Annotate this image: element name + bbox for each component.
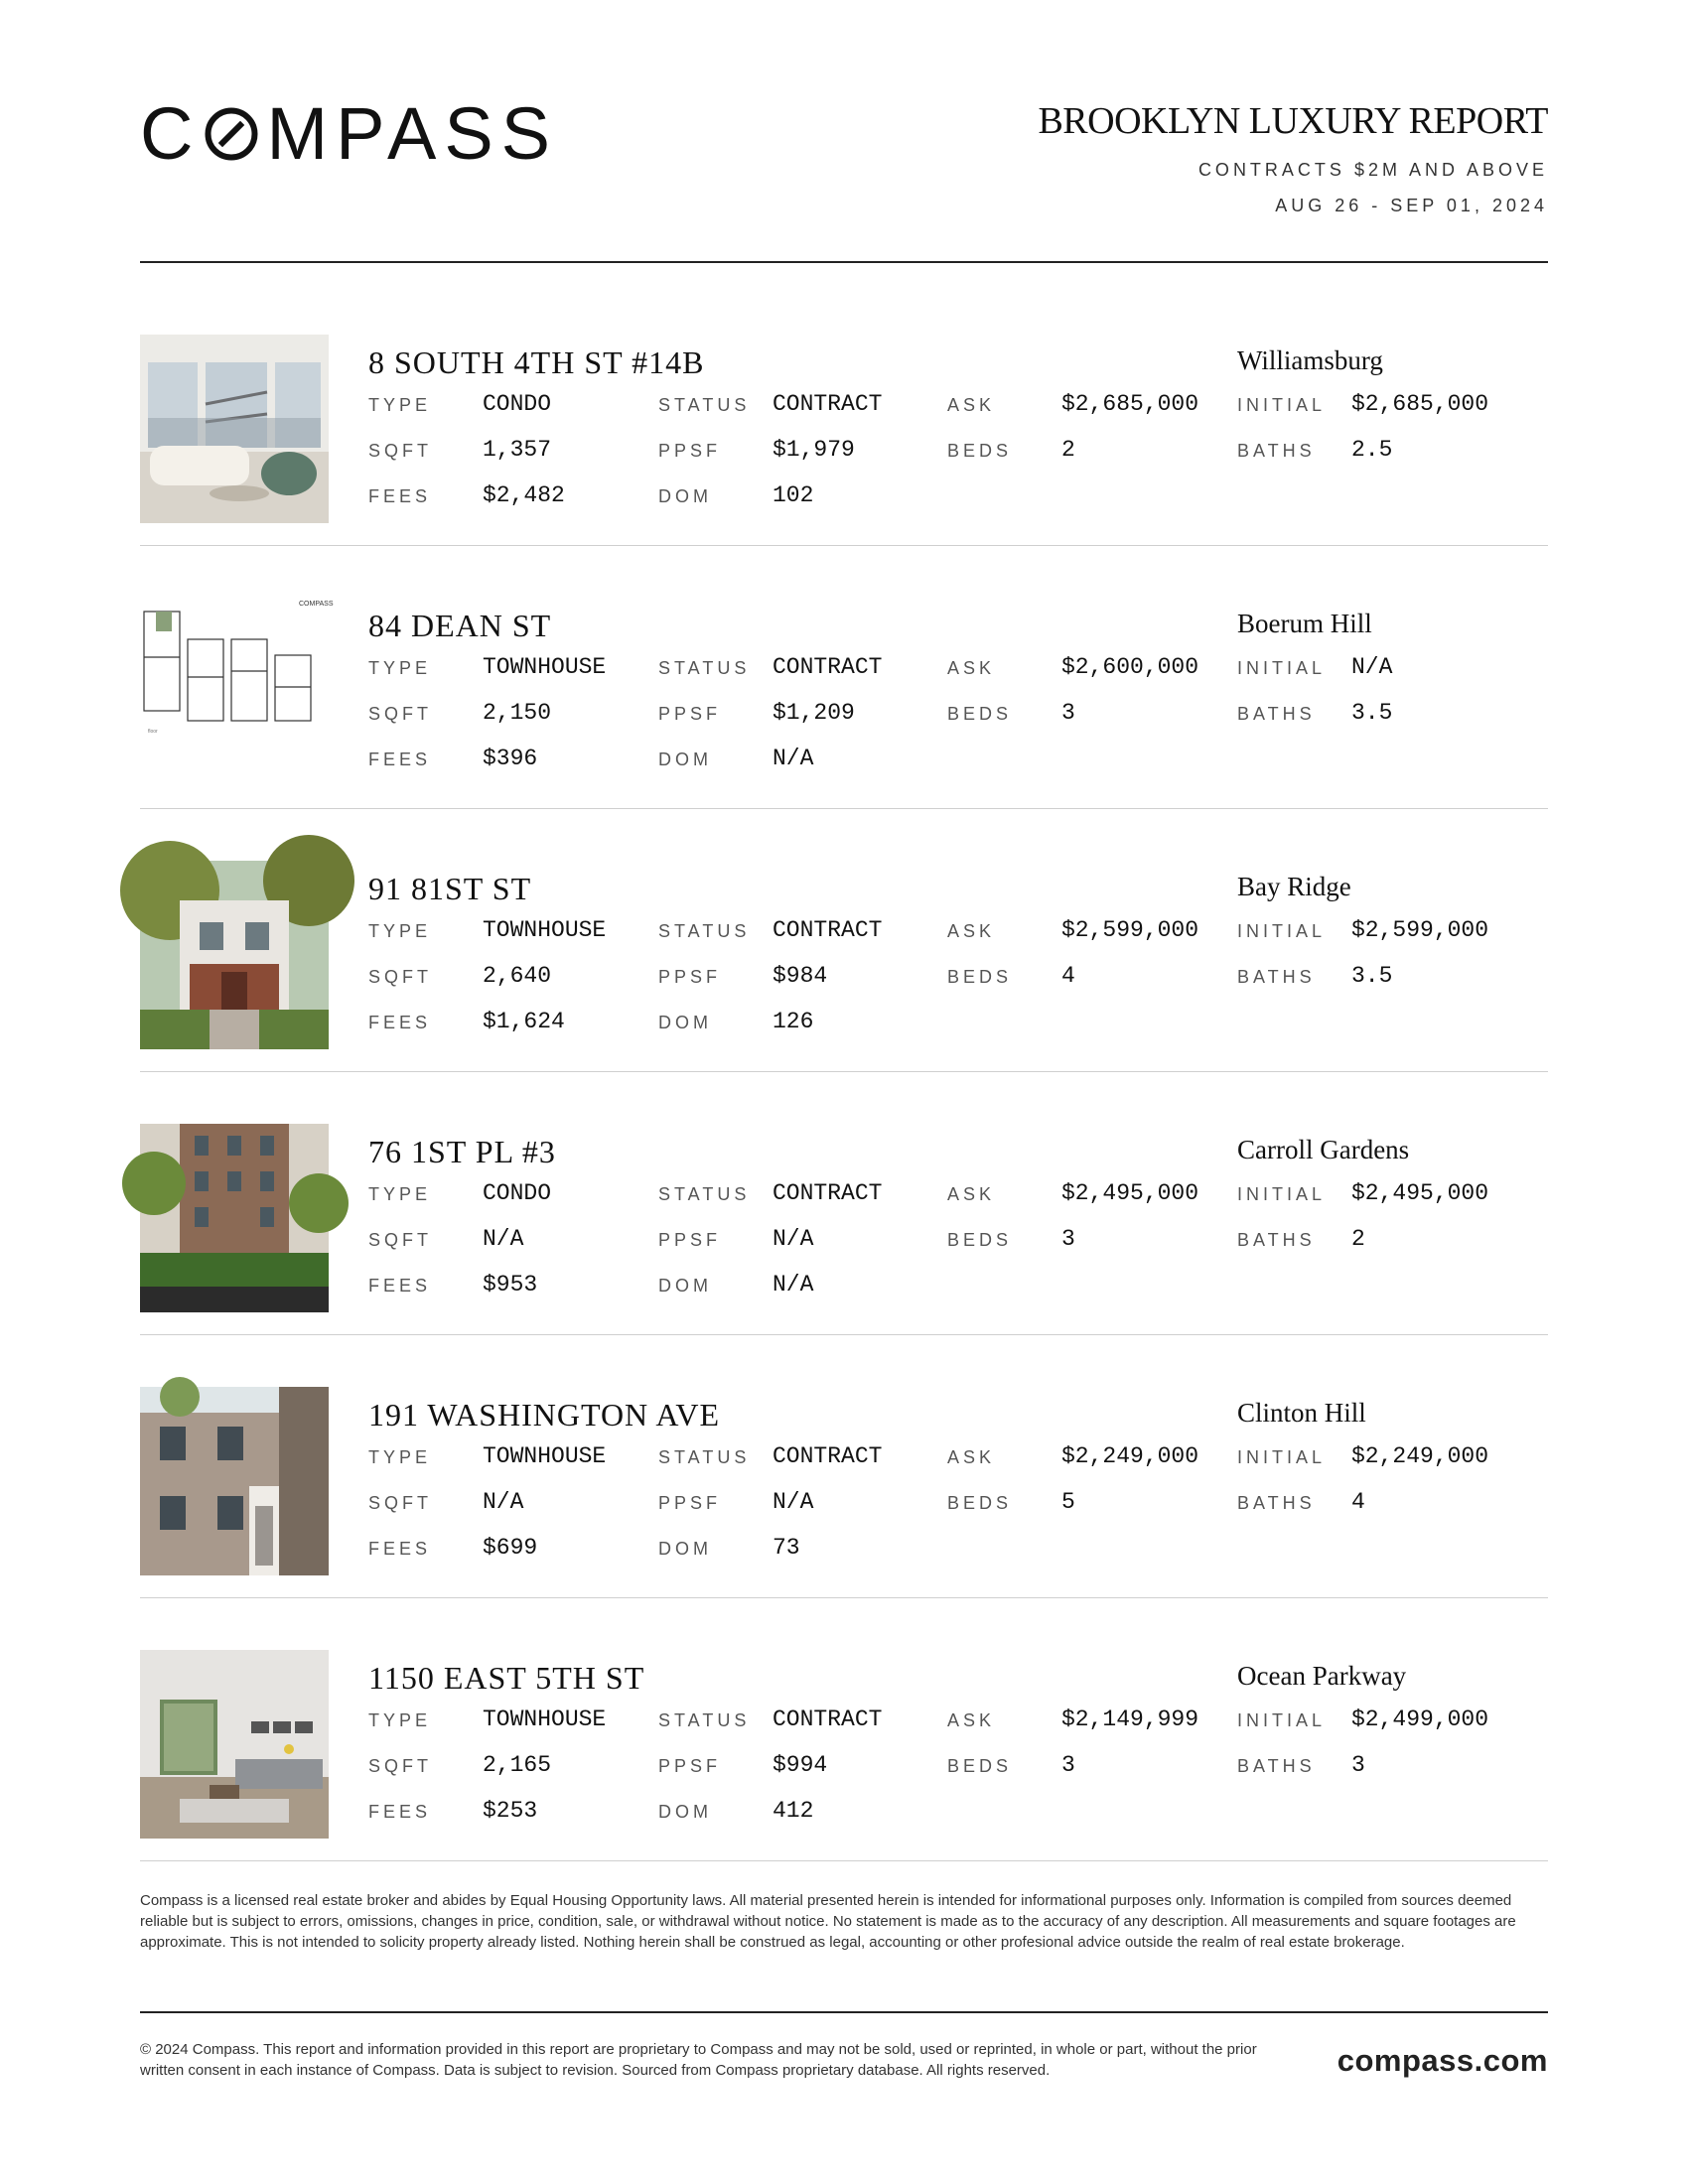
- dom-value: N/A: [773, 746, 814, 771]
- dom-label: DOM: [658, 1802, 712, 1822]
- initial-value: N/A: [1351, 654, 1393, 680]
- fees-value: $396: [483, 746, 538, 771]
- report-heading: [1038, 95, 1548, 218]
- baths-label: BATHS: [1237, 704, 1316, 724]
- dom-value: 412: [773, 1798, 814, 1824]
- beds-label: BEDS: [947, 1493, 1013, 1513]
- ppsf-value: N/A: [773, 1489, 814, 1515]
- fees-label: FEES: [368, 1276, 432, 1296]
- initial-value: $2,685,000: [1351, 391, 1489, 417]
- header-divider: [140, 261, 1548, 263]
- listing-neighborhood: Boerum Hill: [1237, 609, 1372, 638]
- baths-value: 2: [1351, 1226, 1365, 1252]
- baths-label: BATHS: [1237, 967, 1316, 987]
- ppsf-value: $1,209: [773, 700, 855, 726]
- fees-label: FEES: [368, 750, 432, 769]
- dom-label: DOM: [658, 1013, 712, 1032]
- ask-label: ASK: [947, 921, 996, 941]
- logo-letters-mpass: MPASS: [266, 92, 559, 175]
- baths-value: 3.5: [1351, 700, 1393, 726]
- fees-value: $2,482: [483, 482, 565, 508]
- status-label: STATUS: [658, 1447, 751, 1467]
- listing-address[interactable]: 1150 EAST 5TH ST: [368, 1660, 645, 1696]
- sqft-value: 1,357: [483, 437, 552, 463]
- ppsf-label: PPSF: [658, 704, 722, 724]
- sqft-value: 2,165: [483, 1752, 552, 1778]
- ask-label: ASK: [947, 1184, 996, 1204]
- copyright-text: © 2024 Compass. This report and information provided in this report are proprietary to Compass and may not be sold, used or reprinted, in whole or part, without the prior written consent in each instance of Compass. Data is subject to revision. Sourced from Compass proprietary database. All rights reserved.: [140, 2041, 1257, 2079]
- beds-value: 3: [1061, 1752, 1075, 1778]
- listing-card[interactable]: [140, 1072, 1548, 1335]
- ask-label: ASK: [947, 1447, 996, 1467]
- ask-value: $2,149,999: [1061, 1706, 1199, 1732]
- ppsf-label: PPSF: [658, 441, 722, 461]
- type-label: TYPE: [368, 658, 432, 678]
- beds-value: 2: [1061, 437, 1075, 463]
- ppsf-label: PPSF: [658, 1493, 722, 1513]
- listing-photo[interactable]: [140, 598, 334, 786]
- disclaimer-text: Compass is a licensed real estate broker and abides by Equal Housing Opportunity laws. All material presented herein is intended for informational purposes only. Information is compiled from sources deemed reliable but is subject to errors, omissions, changes in price, condition, sale, or withdrawal without notice. No statement is made as to the accuracy of any description. All measurements and square footages are approximate. This is not intended to solicity property already listed. Nothing herein shall be construed as legal, accounting or other profesional advice outside the realm of real estate brokerage.: [140, 1892, 1516, 1951]
- report-subtitle: CONTRACTS $2M AND ABOVE: [1197, 160, 1548, 180]
- sqft-value: 2,150: [483, 700, 552, 726]
- ask-value: $2,685,000: [1061, 391, 1199, 417]
- beds-value: 5: [1061, 1489, 1075, 1515]
- sqft-value: N/A: [483, 1226, 524, 1252]
- type-value: TOWNHOUSE: [483, 1443, 607, 1469]
- listing-photo[interactable]: [140, 1650, 329, 1839]
- baths-label: BATHS: [1237, 1493, 1316, 1513]
- initial-label: INITIAL: [1237, 1710, 1327, 1730]
- listing-card[interactable]: [140, 283, 1548, 546]
- fees-label: FEES: [368, 1802, 432, 1822]
- fees-value: $253: [483, 1798, 538, 1824]
- report-page: [140, 0, 1548, 2184]
- initial-label: INITIAL: [1237, 658, 1327, 678]
- type-label: TYPE: [368, 921, 432, 941]
- listing-address[interactable]: 191 WASHINGTON AVE: [368, 1397, 721, 1433]
- ask-label: ASK: [947, 1710, 996, 1730]
- footer-divider: [140, 2011, 1548, 2013]
- report-title: BROOKLYN LUXURY REPORT: [1038, 100, 1548, 142]
- ppsf-value: $994: [773, 1752, 828, 1778]
- listing-card[interactable]: [140, 1598, 1548, 1861]
- dom-value: 126: [773, 1009, 814, 1034]
- status-value: CONTRACT: [773, 1180, 883, 1206]
- sqft-label: SQFT: [368, 967, 432, 987]
- status-label: STATUS: [658, 658, 751, 678]
- ppsf-value: $1,979: [773, 437, 855, 463]
- dom-label: DOM: [658, 1539, 712, 1559]
- beds-label: BEDS: [947, 1756, 1013, 1776]
- initial-value: $2,495,000: [1351, 1180, 1489, 1206]
- beds-value: 3: [1061, 700, 1075, 726]
- listing-card[interactable]: [140, 1335, 1548, 1598]
- type-value: TOWNHOUSE: [483, 654, 607, 680]
- status-value: CONTRACT: [773, 1443, 883, 1469]
- sqft-label: SQFT: [368, 1230, 432, 1250]
- ask-value: $2,495,000: [1061, 1180, 1199, 1206]
- listing-neighborhood: Williamsburg: [1237, 345, 1383, 375]
- status-label: STATUS: [658, 1710, 751, 1730]
- ppsf-label: PPSF: [658, 967, 722, 987]
- baths-label: BATHS: [1237, 1756, 1316, 1776]
- baths-value: 4: [1351, 1489, 1365, 1515]
- ppsf-value: N/A: [773, 1226, 814, 1252]
- sqft-label: SQFT: [368, 441, 432, 461]
- ppsf-label: PPSF: [658, 1230, 722, 1250]
- ppsf-label: PPSF: [658, 1756, 722, 1776]
- ask-label: ASK: [947, 658, 996, 678]
- listing-card[interactable]: [140, 809, 1548, 1072]
- listing-photo[interactable]: [140, 861, 329, 1049]
- ask-value: $2,599,000: [1061, 917, 1199, 943]
- sqft-label: SQFT: [368, 704, 432, 724]
- fees-label: FEES: [368, 486, 432, 506]
- sqft-value: 2,640: [483, 963, 552, 989]
- ask-value: $2,600,000: [1061, 654, 1199, 680]
- baths-value: 3: [1351, 1752, 1365, 1778]
- type-value: CONDO: [483, 391, 552, 417]
- status-value: CONTRACT: [773, 391, 883, 417]
- compass-logo: [140, 92, 559, 175]
- logo-letter-c: C: [140, 92, 202, 175]
- sqft-label: SQFT: [368, 1493, 432, 1513]
- status-value: CONTRACT: [773, 1706, 883, 1732]
- status-label: STATUS: [658, 921, 751, 941]
- ask-value: $2,249,000: [1061, 1443, 1199, 1469]
- listing-neighborhood: Bay Ridge: [1237, 872, 1351, 901]
- beds-label: BEDS: [947, 1230, 1013, 1250]
- status-label: STATUS: [658, 1184, 751, 1204]
- type-label: TYPE: [368, 1447, 432, 1467]
- status-value: CONTRACT: [773, 654, 883, 680]
- dom-value: 73: [773, 1535, 800, 1561]
- listing-address[interactable]: 91 81ST ST: [368, 871, 532, 906]
- compass-o-icon: [205, 107, 258, 161]
- beds-label: BEDS: [947, 441, 1013, 461]
- dom-label: DOM: [658, 1276, 712, 1296]
- listing-neighborhood: Ocean Parkway: [1237, 1661, 1407, 1691]
- type-label: TYPE: [368, 1184, 432, 1204]
- listing-divider: [140, 1860, 1548, 1861]
- type-value: TOWNHOUSE: [483, 917, 607, 943]
- dom-value: 102: [773, 482, 814, 508]
- listing-address[interactable]: 76 1ST PL #3: [368, 1134, 556, 1169]
- fees-label: FEES: [368, 1539, 432, 1559]
- beds-label: BEDS: [947, 967, 1013, 987]
- dom-label: DOM: [658, 750, 712, 769]
- initial-label: INITIAL: [1237, 1447, 1327, 1467]
- initial-value: $2,499,000: [1351, 1706, 1489, 1732]
- baths-label: BATHS: [1237, 1230, 1316, 1250]
- beds-value: 4: [1061, 963, 1075, 989]
- baths-label: BATHS: [1237, 441, 1316, 461]
- fees-value: $953: [483, 1272, 538, 1297]
- report-date-range: AUG 26 - SEP 01, 2024: [1275, 196, 1548, 215]
- svg-text:floor: floor: [148, 729, 158, 735]
- svg-text:COMPASS: COMPASS: [299, 601, 334, 608]
- listing-card[interactable]: [140, 546, 1548, 809]
- initial-value: $2,249,000: [1351, 1443, 1489, 1469]
- dom-value: N/A: [773, 1272, 814, 1297]
- initial-label: INITIAL: [1237, 921, 1327, 941]
- listing-photo[interactable]: [140, 1124, 329, 1312]
- type-value: TOWNHOUSE: [483, 1706, 607, 1732]
- beds-label: BEDS: [947, 704, 1013, 724]
- ppsf-value: $984: [773, 963, 828, 989]
- listing-address[interactable]: 84 DEAN ST: [368, 608, 552, 643]
- sqft-value: N/A: [483, 1489, 524, 1515]
- status-value: CONTRACT: [773, 917, 883, 943]
- listing-photo[interactable]: [140, 335, 329, 523]
- listing-photo[interactable]: [140, 1387, 329, 1575]
- type-label: TYPE: [368, 1710, 432, 1730]
- sqft-label: SQFT: [368, 1756, 432, 1776]
- type-value: CONDO: [483, 1180, 552, 1206]
- status-label: STATUS: [658, 395, 751, 415]
- initial-label: INITIAL: [1237, 1184, 1327, 1204]
- type-label: TYPE: [368, 395, 432, 415]
- fees-label: FEES: [368, 1013, 432, 1032]
- ask-label: ASK: [947, 395, 996, 415]
- listing-neighborhood: Clinton Hill: [1237, 1398, 1366, 1428]
- beds-value: 3: [1061, 1226, 1075, 1252]
- listing-address[interactable]: 8 SOUTH 4TH ST #14B: [368, 344, 705, 380]
- baths-value: 3.5: [1351, 963, 1393, 989]
- initial-value: $2,599,000: [1351, 917, 1489, 943]
- baths-value: 2.5: [1351, 437, 1393, 463]
- compass-website-link[interactable]: compass.com: [1336, 2043, 1548, 2078]
- fees-value: $1,624: [483, 1009, 565, 1034]
- initial-label: INITIAL: [1237, 395, 1327, 415]
- listing-neighborhood: Carroll Gardens: [1237, 1135, 1410, 1164]
- fees-value: $699: [483, 1535, 538, 1561]
- dom-label: DOM: [658, 486, 712, 506]
